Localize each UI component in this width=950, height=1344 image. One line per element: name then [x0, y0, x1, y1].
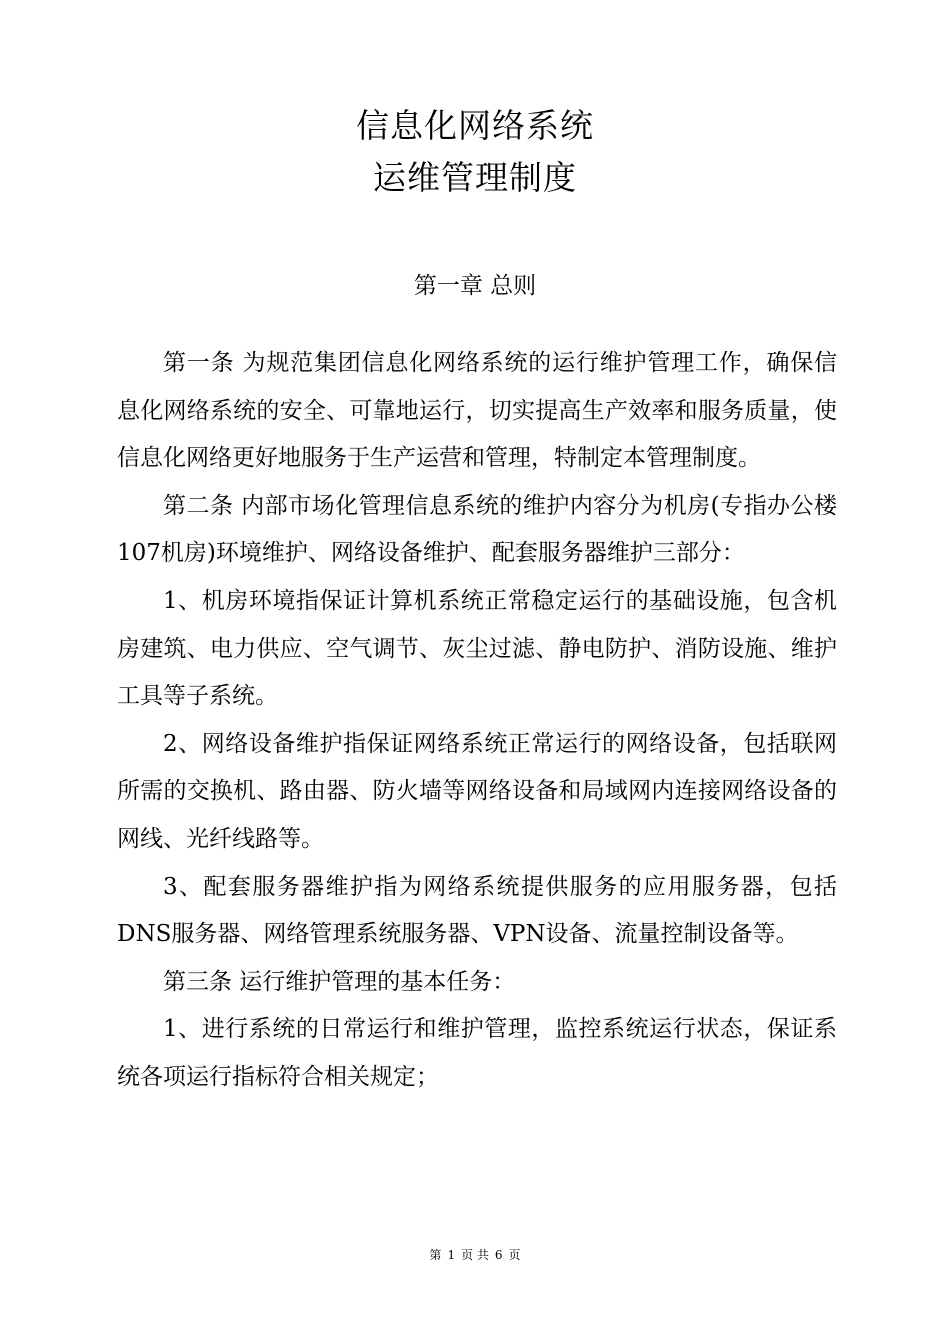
- title-line-1: 信息化网络系统: [356, 106, 594, 145]
- footer-current-page: 1: [447, 1248, 456, 1262]
- paragraph-article-1: 第一条 为规范集团信息化网络系统的运行维护管理工作，确保信息化网络系统的安全、可靠地运行，切实提高生产效率和服务质量，使信息化网络更好地服务于生产运营和管理，特制定本管理制度。: [117, 350, 837, 472]
- chapter-heading: 第一章 总则: [413, 273, 537, 299]
- footer-mid: 页 共: [461, 1248, 489, 1262]
- paragraph-item-1: 1、机房环境指保证计算机系统正常稳定运行的基础设施，包含机房建筑、电力供应、空气调节、灰尘过滤、静电防护、消防设施、维护工具等子系统。: [117, 587, 837, 710]
- paragraph-article-2: 第二条 内部市场化管理信息系统的维护内容分为机房(专指办公楼107机房)环境维护、网络设备维护、配套服务器维护三部分：: [117, 492, 837, 567]
- paragraph-article-3: 第三条 运行维护管理的基本任务：: [163, 968, 516, 995]
- document-body: [117, 340, 837, 1102]
- paragraph-item-2: 2、网络设备维护指保证网络系统正常运行的网络设备，包括联网所需的交换机、路由器、防火墙等网络设备和局域网内连接网络设备的网线、光纤线路等。: [117, 730, 837, 852]
- page-footer: [0, 1245, 950, 1265]
- paragraph-item-3: 3、配套服务器维护指为网络系统提供服务的应用服务器，包括DNS服务器、网络管理系统服务器、VPN设备、流量控制设备等。: [117, 873, 837, 948]
- title-line-2: 运维管理制度: [373, 158, 577, 197]
- footer-prefix: 第: [429, 1248, 442, 1262]
- footer-total-pages: 6: [494, 1248, 503, 1262]
- paragraph-task-1: 1、进行系统的日常运行和维护管理，监控系统运行状态，保证系统各项运行指标符合相关规定；: [117, 1016, 837, 1090]
- document-title: [0, 100, 950, 204]
- footer-suffix: 页: [508, 1248, 521, 1262]
